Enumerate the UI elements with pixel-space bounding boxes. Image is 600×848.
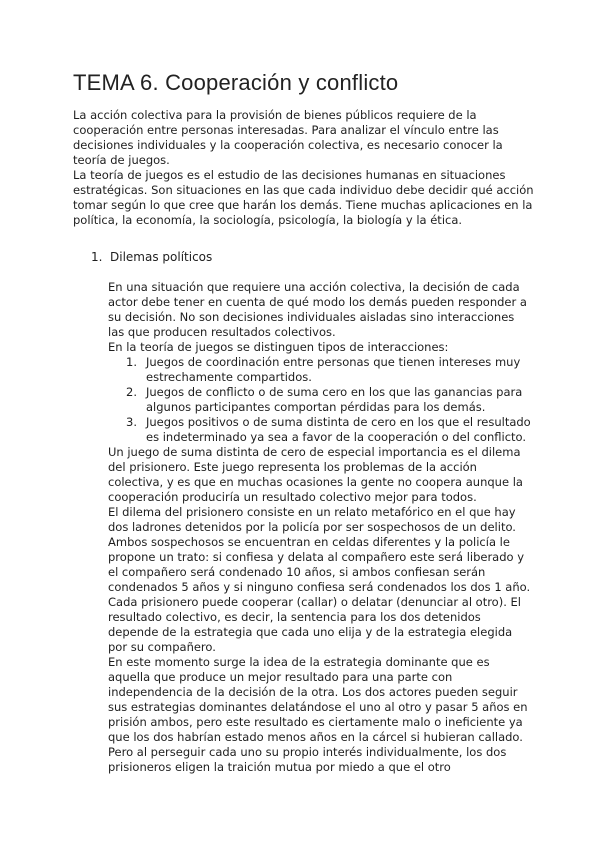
- section-heading: [91, 250, 212, 265]
- list-item-number: 1.: [126, 355, 137, 369]
- list-item: [108, 385, 533, 415]
- section-body: [108, 280, 533, 775]
- intro-section: [73, 108, 535, 228]
- list-item-number: 2.: [126, 385, 137, 399]
- body-paragraph-2: En la teoría de juegos se distinguen tipos de interacciones:: [108, 340, 449, 354]
- body-paragraph-1: En una situación que requiere una acción colectiva, la decisión de cada actor debe tener en cuenta de qué modo los demás pueden responder a su decisión. No son decisiones individuales aisladas sino interacciones las que producen resultados colectivos.: [108, 280, 527, 339]
- list-item-number: 3.: [126, 415, 137, 429]
- body-paragraph-3: Un juego de suma distinta de cero de especial importancia es el dilema del prisionero. Este juego representa los problemas de la acción colectiva, y es que en muchas ocasiones la gente no coopera aunque la cooperación produciría un resultado colectivo mejor para todos.: [108, 445, 523, 504]
- intro-paragraph-2: La teoría de juegos es el estudio de las decisiones humanas en situaciones estratégicas. Son situaciones en las que cada individuo debe decidir qué acción tomar según lo que cree que harán los demás. Tiene muchas aplicaciones en la política, la economía, la sociología, psicología, la biología y la ética.: [73, 168, 534, 227]
- section-number: 1.: [91, 250, 103, 264]
- list-item-text: Juegos de coordinación entre personas que tienen intereses muy estrechamente compartidos.: [146, 355, 521, 384]
- section-heading-text: Dilemas políticos: [110, 250, 213, 264]
- list-item: [108, 355, 533, 385]
- page-title: TEMA 6. Cooperación y conflicto: [73, 70, 399, 95]
- list-item-text: Juegos positivos o de suma distinta de cero en los que el resultado es indeterminado ya sea a favor de la cooperación o del conflicto.: [146, 415, 531, 444]
- list-item: [108, 415, 533, 445]
- intro-paragraph-1: La acción colectiva para la provisión de bienes públicos requiere de la cooperación entre personas interesadas. Para analizar el vínculo entre las decisiones individuales y la cooperación colectiva, es necesario conocer la teoría de juegos.: [73, 108, 503, 167]
- list-item-text: Juegos de conflicto o de suma cero en los que las ganancias para algunos participantes comportan pérdidas para los demás.: [146, 385, 523, 414]
- body-paragraph-5: En este momento surge la idea de la estrategia dominante que es aquella que produce un mejor resultado para una parte con independencia de la decisión de la otra. Los dos actores pueden seguir sus estrategias dominantes delatándose el uno al otro y pasar 5 años en prisión ambos, pero este resultado es ciertamente malo o ineficiente ya que los dos habrían estado menos años en la cárcel si hubieran callado. Pero al perseguir cada uno su propio interés individualmente, los dos prisioneros eligen la traición mutua por miedo a que el otro: [108, 655, 528, 774]
- body-paragraph-4: El dilema del prisionero consiste en un relato metafórico en el que hay dos ladrones detenidos por la policía por ser sospechosos de un delito. Ambos sospechosos se encuentran en celdas diferentes y la policía le propone un trato: si confiesa y delata al compañero este será liberado y el compañero será condenado 10 años, si ambos confiesan serán condenados 5 años y si ninguno confiesa será condenados los dos 1 año. Cada prisionero puede cooperar (callar) o delatar (denunciar al otro). El resultado colectivo, es decir, la sentencia para los dos detenidos depende de la estrategia que cada uno elija y de la estrategia elegida por su compañero.: [108, 505, 531, 654]
- interaction-types-list: [108, 355, 533, 445]
